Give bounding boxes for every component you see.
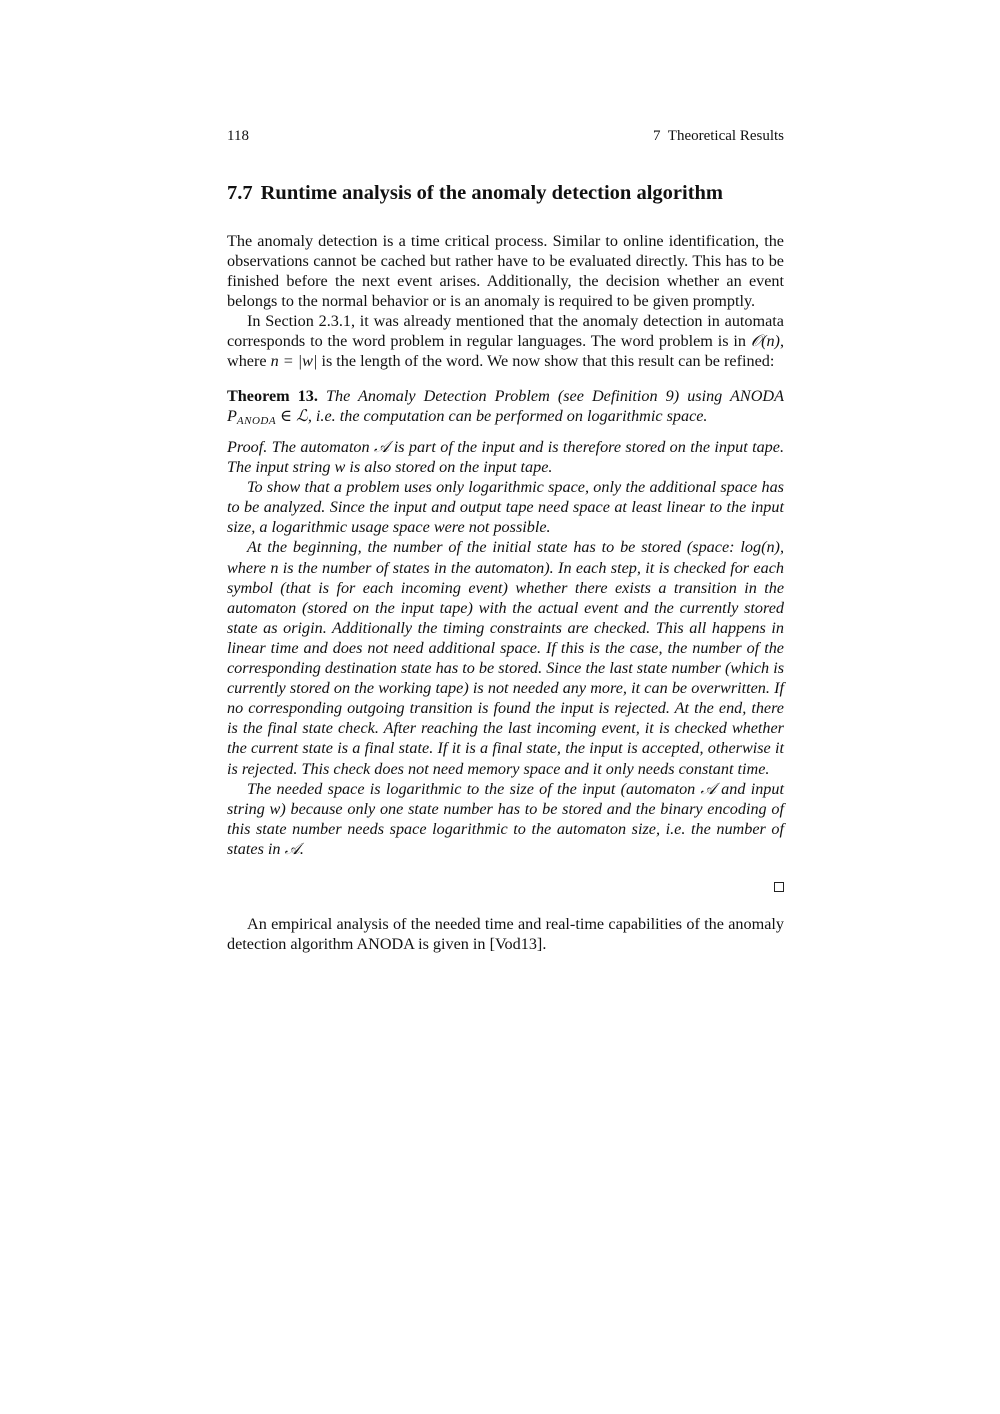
math-big-o: 𝒪(n) [750, 331, 780, 350]
proof-label: Proof. [227, 438, 268, 456]
math-automaton-A: 𝒜 [284, 838, 300, 858]
section-number: 7.7 [227, 182, 253, 204]
proof-paragraph-1 [227, 437, 784, 477]
intro-text [227, 231, 784, 372]
proof-p4-text-d: . [299, 839, 304, 858]
closing-paragraph: An empirical analysis of the needed time and real-time capabilities of the anomaly detection algorithm ANODA is given in [Vod13]. [227, 915, 784, 954]
math-word-length: n = |w| [270, 352, 318, 371]
theorem-13 [227, 386, 784, 431]
proof-p4-text-c: ) because only one state number has to be stored and the binary encoding of this state number needs space logarithmic to the automaton size, i.e. the number of states in [227, 799, 784, 858]
proof-p1-text-b: is part of the input and is therefore stored on the input tape. The input string [227, 438, 784, 477]
math-log-n: log(n) [740, 538, 780, 557]
intro-paragraph-1: The anomaly detection is a time critical process. Similar to online identification, the observations cannot be cached but rather have to be evaluated directly. This has to be finished before the next event arises. Additionally, the decision whether an event belongs to the normal behavior or is an anomaly is required to be given promptly. [227, 231, 784, 310]
section-title: Runtime analysis of the anomaly detection algorithm [260, 182, 723, 204]
math-n: n [270, 558, 279, 577]
intro-paragraph-2 [227, 311, 784, 371]
proof-p3-text-c: is the number of states in the automaton). In each step, it is checked for each symbol (that is for each incoming event) whether there exists a transition in the automaton (stored on the input tape) with the actual event and the currently stored state as origin. Additionally the timing constraints are checked. This all happens in linear time and does not need additional space. If this is the case, the number of the corresponding destination state has to be stored. Since the last state number (which is currently stored on the working tape) is not needed any more, it can be overwritten. If no corresponding outgoing transition is found the input is rejected. At the end, there is the final state check. After reaching the last incoming event, it is checked whether the current state is a final state. If it is a final state, the input is accepted, otherwise it is rejected. This check does not need memory space and it only needs constant time. [227, 558, 784, 778]
section-heading [227, 180, 784, 206]
math-in-L: ∈ ℒ [276, 407, 308, 426]
theorem-label: Theorem 13. [227, 387, 318, 405]
intro-p2-text-b: , where [227, 331, 784, 371]
proof-p4-text-b: and input string [227, 779, 784, 818]
proof-p1-text-c: is also stored on the input tape. [345, 458, 553, 477]
proof-block [227, 437, 784, 859]
qed-symbol [774, 882, 784, 892]
proof-paragraph-3 [227, 537, 784, 778]
proof-paragraph-4 [227, 779, 784, 859]
chapter-title: 7 Theoretical Results [653, 128, 784, 144]
math-automaton-A: 𝒜 [374, 437, 390, 456]
theorem-text-a: The Anomaly Detection Problem (see Definition 9) using ANODA [317, 387, 784, 405]
proof-paragraph-2: To show that a problem uses only logarithmic space, only the additional space has to be analyzed. Since the input and output tape need space at least linear to the input size, a logarithmic usage space were not possible. [227, 478, 784, 537]
closing-text [227, 914, 784, 954]
intro-p2-text-c: is the length of the word. We now show that this result can be refined: [317, 352, 775, 371]
math-w: w [269, 799, 281, 818]
proof-p3-text-a: At the beginning, the number of the initial state has to be stored (space: [247, 538, 741, 557]
theorem-text-b: , i.e. the computation can be performed on logarithmic space. [307, 407, 708, 426]
intro-p2-text-a: In Section 2.3.1, it was already mentioned that the anomaly detection in automata corresponds to the word problem in regular languages. The word problem is in [227, 311, 784, 350]
running-head [227, 126, 784, 146]
page-number: 118 [227, 128, 249, 144]
proof-p3-text-b: , where [227, 538, 784, 577]
math-w: w [334, 458, 346, 477]
math-automaton-A: 𝒜 [700, 778, 716, 798]
proof-p4-text-a: The needed space is logarithmic to the size of the input (automaton [247, 779, 701, 798]
proof-p1-text-a: The automaton [267, 438, 375, 456]
theorem-statement [227, 386, 784, 431]
math-p-subscript: ANODA [236, 415, 277, 428]
math-p: P [227, 407, 237, 426]
